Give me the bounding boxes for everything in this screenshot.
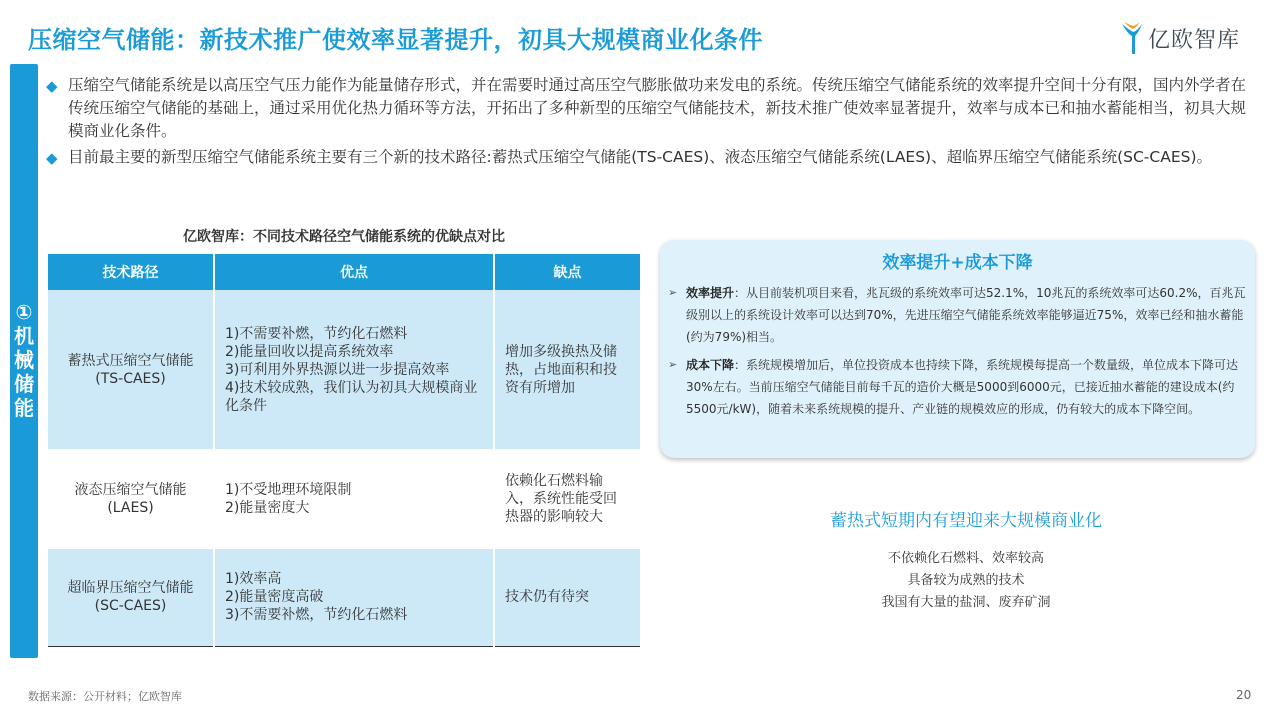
info-box-title: 效率提升+成本下降	[882, 253, 1033, 273]
info-item-text: ：系统规模增加后，单位投资成本也持续下降，系统规模每提高一个数量级，单位成本下降可达30%左右。当前压缩空气储能目前每千瓦的造价大概是5000到6000元，已接近抽水蓄能的建设成本(约5500元/kW)，随着未来系统规模的提升、产业链的规模效应的形成，仍有较大的成本下降空间。	[686, 358, 1239, 416]
info-item-body	[686, 282, 1248, 348]
table-row	[48, 450, 640, 548]
comparison-table	[48, 254, 640, 647]
logo	[1120, 18, 1240, 58]
page-title: 压缩空气储能：新技术推广使效率显著提升，初具大规模商业化条件	[28, 26, 763, 54]
cons-cell: 技术仍有待突	[494, 548, 640, 646]
pros-cell: 1)效率高 2)能量密度高破 3)不需要补燃，节约化石燃料	[214, 548, 494, 646]
highlight-item: 具备较为成熟的技术	[907, 573, 1025, 588]
tech-abbr: (LAES)	[107, 500, 154, 516]
info-item-efficiency	[668, 282, 1248, 348]
bullet-text: 压缩空气储能系统是以高压空气压力能作为能量储存形式，并在需要时通过高压空气膨胀做功来发电的系统。传统压缩空气储能系统的效率提升空间十分有限，国内外学者在传统压缩空气储能的基础上，通过采用优化热力循环等方法，开拓出了多种新型的压缩空气储能技术，新技术推广使效率显著提升，效率与成本已和抽水蓄能相当，初具大规模商业化条件。	[68, 76, 1247, 140]
logo-mark-icon	[1120, 20, 1144, 56]
info-box	[660, 240, 1255, 458]
table-header-row	[48, 254, 640, 290]
cons-cell: 增加多级换热及储热，占地面积和投资有所增加	[494, 290, 640, 450]
tech-cell	[48, 548, 214, 646]
column-header-pros: 优点	[214, 254, 494, 290]
table-title: 亿欧智库：不同技术路径空气储能系统的优缺点对比	[183, 229, 505, 245]
cons-cell: 依赖化石燃料输入，系统性能受回热器的影响较大	[494, 450, 640, 548]
diamond-icon: ◆	[46, 77, 58, 95]
logo-text: 亿欧智库	[1148, 27, 1241, 53]
footer-source: 数据来源：公开材料；亿欧智库	[28, 690, 182, 703]
bullet-text: 目前最主要的新型压缩空气储能系统主要有三个新的技术路径:蓄热式压缩空气储能(TS-CAES)、液态压缩空气储能系统(LAES)、超临界压缩空气储能系统(SC-CAES)。	[68, 148, 1213, 166]
tech-abbr: (TS-CAES)	[95, 370, 166, 387]
pros-cell: 1)不需要补燃，节约化石燃料 2)能量回收以提高系统效率 3)可利用外界热源以进一步提高效率 4)技术较成熟，我们认为初具大规模商业化条件	[214, 290, 494, 450]
bullet-item	[46, 74, 1256, 143]
info-item-cost	[668, 354, 1248, 420]
diamond-icon: ◆	[46, 149, 58, 167]
info-item-body	[686, 354, 1248, 420]
table-row	[48, 290, 640, 450]
bullet-item	[46, 146, 1256, 170]
table-row	[48, 548, 640, 646]
tech-cell	[48, 290, 214, 450]
tech-abbr: (SC-CAES)	[94, 598, 167, 615]
highlight-list	[780, 548, 1152, 614]
column-header-cons: 缺点	[494, 254, 640, 290]
intro-bullets	[46, 74, 1256, 173]
page-number: 20	[1236, 688, 1252, 702]
highlight-item: 我国有大量的盐洞、废弃矿洞	[881, 595, 1051, 610]
info-item-lead: 效率提升	[686, 286, 735, 300]
section-side-tab-label: ①机械储能	[14, 300, 34, 420]
tech-name: 液态压缩空气储能	[74, 482, 187, 498]
pros-cell: 1)不受地理环境限制 2)能量密度大	[214, 450, 494, 548]
tech-name: 蓄热式压缩空气储能	[67, 352, 194, 369]
highlight-title: 蓄热式短期内有望迎来大规模商业化	[830, 511, 1102, 531]
section-side-tab	[10, 64, 38, 658]
tech-cell	[48, 450, 214, 548]
column-header-tech: 技术路径	[48, 254, 214, 290]
highlight-item: 不依赖化石燃料、效率较高	[887, 551, 1044, 566]
info-item-lead: 成本下降	[686, 358, 735, 372]
tech-name: 超临界压缩空气储能	[67, 580, 194, 597]
info-item-text: ：从目前装机项目来看，兆瓦级的系统效率可达52.1%，10兆瓦的系统效率可达60.2%，百兆瓦级别以上的系统设计效率可以达到70%，先进压缩空气储能系统效率能够逼近75%，效率已经和抽水蓄能(约为79%)相当。	[686, 286, 1246, 344]
chevron-right-icon: ➢	[668, 358, 678, 371]
chevron-right-icon: ➢	[668, 286, 678, 299]
